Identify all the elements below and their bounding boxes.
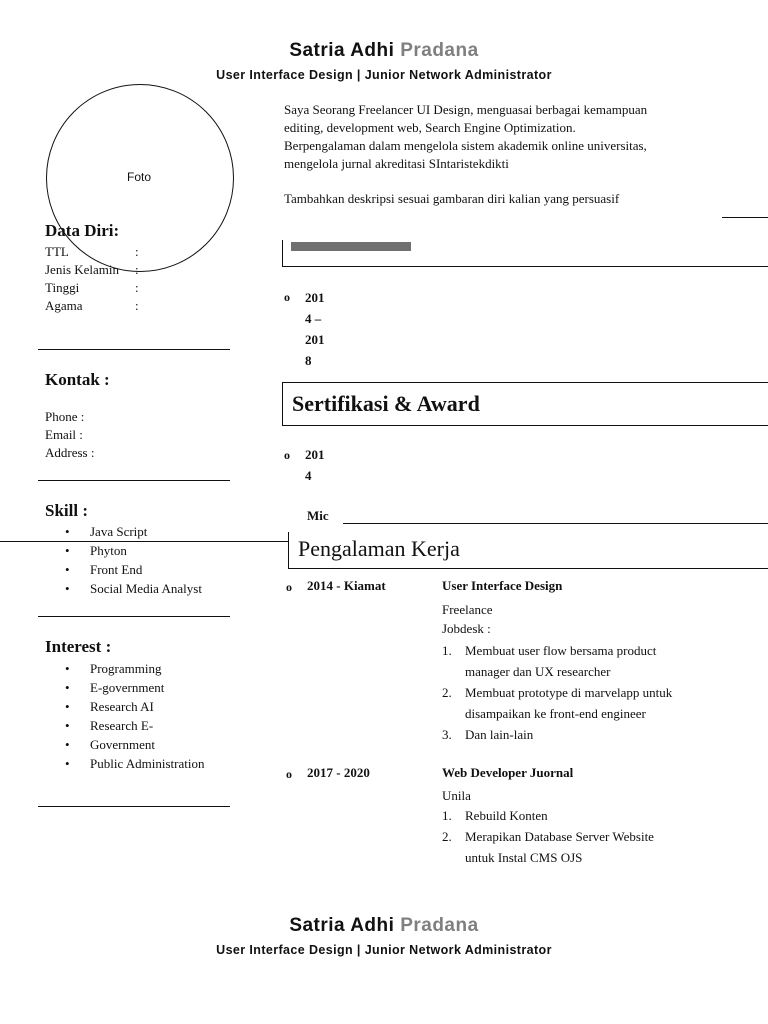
summary-line: Saya Seorang Freelancer UI Design, menguasai berbagai kemampuan [284, 102, 648, 117]
divider [38, 806, 230, 807]
photo-label: Foto [126, 170, 151, 184]
skill-item: • Front End [45, 560, 202, 579]
job-period: 2014 - Kiamat [307, 578, 386, 593]
divider [38, 349, 230, 350]
first-name: Satria Adhi [289, 915, 395, 936]
data-diri-title: Data Diri: [45, 221, 120, 240]
section-top-line [343, 523, 768, 524]
section-top-line [722, 217, 768, 218]
data-diri-row: Agama : [45, 298, 139, 313]
summary-line: Berpengalaman dalam mengelola sistem akademik online universitas, [284, 138, 647, 153]
stray-line [0, 541, 288, 542]
skill-item: • Java Script [45, 522, 202, 541]
resume-subtitle: User Interface Design | Junior Network Administrator [216, 68, 552, 82]
sertifikasi-title: Sertifikasi & Award [292, 391, 480, 416]
job-task: 1. Membuat user flow bersama product manager dan UX researcher [442, 643, 657, 679]
sertifikasi-years: 201 4 [305, 447, 325, 483]
job-period: 2017 - 2020 [307, 765, 370, 780]
job-company: Unila [442, 788, 471, 803]
kontak-title: Kontak : [45, 370, 110, 389]
footer-subtitle: User Interface Design | Junior Network Administrator [216, 943, 552, 957]
job-role: Web Developer Juornal [442, 765, 574, 780]
job-task: 1. Rebuild Konten [442, 808, 548, 823]
skill-title: Skill : [45, 501, 88, 520]
summary-line: mengelola jurnal akreditasi SIntaristekdikti [284, 156, 509, 171]
kontak-list [45, 408, 94, 462]
data-diri-list [45, 243, 155, 315]
interest-item: • Public Administration [45, 754, 204, 773]
pengalaman-header-box [288, 532, 768, 569]
profile-summary [284, 101, 744, 208]
data-diri-row: Tinggi : [45, 280, 139, 295]
sertifikasi-partial-text: Mic [307, 508, 329, 523]
job-task: 2. Merapikan Database Server Website untuk Instal CMS OJS [442, 829, 654, 865]
data-diri-row: TTL : [45, 244, 139, 259]
interest-item-continuation: • Government [45, 735, 204, 754]
phone-label: Phone : [45, 409, 85, 424]
education-years: 201 4 – 201 8 [305, 290, 325, 368]
divider [38, 480, 230, 481]
last-name: Pradana [400, 40, 479, 61]
job-company: Freelance [442, 602, 493, 617]
job-task: 3. Dan lain-lain [442, 727, 534, 742]
job-role: User Interface Design [442, 578, 563, 593]
job-details [442, 600, 493, 638]
footer-name [0, 915, 768, 937]
job-desk-label: Jobdesk : [442, 621, 491, 636]
resume-name [0, 40, 768, 62]
skill-list [45, 522, 202, 598]
summary-line: Tambahkan deskripsi sesuai gambaran diri kalian yang persuasif [284, 191, 620, 206]
job-bullet: o [286, 767, 292, 781]
address-label: Address : [45, 445, 95, 460]
interest-item: • Programming [45, 659, 204, 678]
divider [38, 616, 230, 617]
skill-item: • Phyton [45, 541, 202, 560]
sertifikasi-header-box [282, 382, 768, 426]
first-name: Satria Adhi [289, 40, 395, 61]
interest-item: • Research E- [45, 716, 204, 735]
skill-item: • Social Media Analyst [45, 579, 202, 598]
interest-title: Interest : [45, 637, 112, 656]
interest-list [45, 659, 204, 773]
summary-line: editing, development web, Search Engine Optimization. [284, 120, 576, 135]
sertifikasi-bullet: o [284, 448, 290, 462]
job-task-list [442, 640, 742, 745]
interest-item: • Research AI [45, 697, 204, 716]
email-label: Email : [45, 427, 83, 442]
education-bullet: o [284, 290, 290, 304]
job-task: 2. Membuat prototype di marvelapp untuk disampaikan ke front-end engineer [442, 685, 673, 721]
pengalaman-title: Pengalaman Kerja [298, 536, 460, 561]
interest-item: • E-government [45, 678, 204, 697]
last-name: Pradana [400, 915, 479, 936]
education-header-box [282, 240, 768, 267]
job-bullet: o [286, 580, 292, 594]
data-diri-row: Jenis Kelamin : [45, 262, 139, 277]
job-task-list [442, 805, 742, 868]
